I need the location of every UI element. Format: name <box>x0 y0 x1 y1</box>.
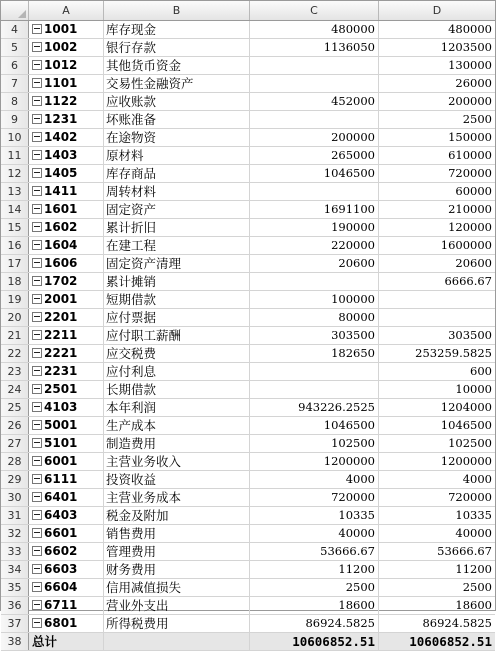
account-code-cell[interactable] <box>29 543 104 560</box>
row-header[interactable]: 32 <box>1 525 29 542</box>
account-name-cell[interactable]: 固定资产清理 <box>104 255 250 272</box>
value-c-cell[interactable]: 10335 <box>250 507 379 524</box>
table-row <box>1 489 495 507</box>
row-header[interactable]: 19 <box>1 291 29 308</box>
collapse-minus-icon[interactable] <box>32 294 42 304</box>
account-name-cell[interactable]: 累计摊销 <box>104 273 250 290</box>
account-code: 1122 <box>44 94 78 108</box>
table-row <box>1 327 495 345</box>
value-d-cell[interactable]: 130000 <box>448 58 492 72</box>
value-d-cell[interactable]: 18600 <box>455 598 492 612</box>
row-header[interactable]: 20 <box>1 309 29 326</box>
collapse-minus-icon[interactable] <box>32 240 42 250</box>
value-d-cell[interactable]: 120000 <box>448 220 492 234</box>
account-code: 2221 <box>44 346 78 360</box>
value-c-cell[interactable] <box>250 363 379 380</box>
value-c-cell[interactable]: 20600 <box>250 255 379 272</box>
table-row <box>1 561 495 579</box>
value-c-cell[interactable]: 1200000 <box>250 453 379 470</box>
column-header-d[interactable]: D <box>432 4 442 17</box>
value-c-cell[interactable]: 4000 <box>250 471 379 488</box>
account-code-cell[interactable] <box>29 273 104 290</box>
account-name-cell[interactable]: 本年利润 <box>104 399 250 416</box>
account-code-cell[interactable] <box>29 147 104 164</box>
account-code-cell[interactable] <box>29 111 104 128</box>
account-code: 2501 <box>44 382 78 396</box>
account-code-cell[interactable] <box>29 255 104 272</box>
account-name-cell[interactable]: 库存商品 <box>104 165 250 182</box>
account-name-cell[interactable]: 长期借款 <box>104 381 250 398</box>
value-d-cell[interactable]: 4000 <box>462 472 492 486</box>
collapse-minus-icon[interactable] <box>32 168 42 178</box>
account-code-cell[interactable] <box>29 183 104 200</box>
account-code-cell[interactable] <box>29 525 104 542</box>
table-row <box>1 543 495 561</box>
value-c-cell[interactable]: 1691100 <box>250 201 379 218</box>
collapse-minus-icon[interactable] <box>32 150 42 160</box>
table-row <box>1 147 495 165</box>
account-name-cell[interactable]: 周转材料 <box>104 183 250 200</box>
account-code-cell[interactable] <box>29 381 104 398</box>
value-d-cell[interactable]: 720000 <box>448 490 492 504</box>
account-code-cell[interactable] <box>29 309 104 326</box>
value-c-cell[interactable] <box>250 75 379 92</box>
row-header[interactable]: 16 <box>1 237 29 254</box>
account-code: 1411 <box>44 184 78 198</box>
value-d-cell[interactable]: 53666.67 <box>437 544 492 558</box>
account-code-cell[interactable] <box>29 399 104 416</box>
row-header[interactable]: 33 <box>1 543 29 560</box>
collapse-minus-icon[interactable] <box>32 456 42 466</box>
account-code: 1702 <box>44 274 78 288</box>
account-code: 5101 <box>44 436 78 450</box>
row-header[interactable]: 15 <box>1 219 29 236</box>
value-c-cell[interactable]: 102500 <box>250 435 379 452</box>
account-code-cell[interactable] <box>29 201 104 218</box>
value-d-cell[interactable]: 10000 <box>455 382 492 396</box>
account-name-cell[interactable]: 累计折旧 <box>104 219 250 236</box>
value-d-cell[interactable]: 150000 <box>448 130 492 144</box>
column-header-b[interactable]: B <box>104 1 250 20</box>
account-code: 1101 <box>44 76 78 90</box>
account-code: 6001 <box>44 454 78 468</box>
value-c-cell[interactable] <box>250 183 379 200</box>
row-header[interactable]: 23 <box>1 363 29 380</box>
pivot-table-body <box>1 21 495 651</box>
account-name-cell[interactable]: 生产成本 <box>104 417 250 434</box>
account-name-cell[interactable]: 主营业务收入 <box>104 453 250 470</box>
collapse-minus-icon[interactable] <box>32 114 42 124</box>
account-name-cell[interactable]: 应付职工薪酬 <box>104 327 250 344</box>
account-code-cell[interactable] <box>29 327 104 344</box>
collapse-minus-icon[interactable] <box>32 384 42 394</box>
account-code-cell[interactable] <box>29 471 104 488</box>
value-c-cell[interactable]: 182650 <box>250 345 379 362</box>
collapse-minus-icon[interactable] <box>32 78 42 88</box>
table-row <box>1 525 495 543</box>
value-c-cell[interactable]: 1046500 <box>250 417 379 434</box>
collapse-minus-icon[interactable] <box>32 312 42 322</box>
collapse-minus-icon[interactable] <box>32 510 42 520</box>
account-code: 6603 <box>44 562 78 576</box>
table-row <box>1 417 495 435</box>
table-row <box>1 111 495 129</box>
value-c-cell[interactable]: 86924.5825 <box>250 615 379 632</box>
collapse-minus-icon[interactable] <box>32 618 42 628</box>
value-c-cell[interactable] <box>250 273 379 290</box>
select-all-corner-icon[interactable] <box>1 1 29 20</box>
row-header[interactable]: 29 <box>1 471 29 488</box>
account-code: 6602 <box>44 544 78 558</box>
account-code: 6401 <box>44 490 78 504</box>
grand-total-label[interactable]: 总计 <box>29 633 104 650</box>
row-header[interactable]: 14 <box>1 201 29 218</box>
collapse-minus-icon[interactable] <box>32 330 42 340</box>
account-code: 1604 <box>44 238 78 252</box>
account-name-cell[interactable]: 主营业务成本 <box>104 489 250 506</box>
row-header[interactable]: 36 <box>1 597 29 614</box>
value-d-cell[interactable]: 102500 <box>448 436 492 450</box>
grand-total-c[interactable]: 10606852.51 <box>250 633 379 650</box>
value-d-cell[interactable]: 20600 <box>455 256 492 270</box>
collapse-minus-icon[interactable] <box>32 24 42 34</box>
row-header[interactable]: 31 <box>1 507 29 524</box>
collapse-minus-icon[interactable] <box>32 600 42 610</box>
account-name-cell[interactable]: 营业外支出 <box>104 597 250 614</box>
account-name-cell[interactable]: 销售费用 <box>104 525 250 542</box>
table-row <box>1 219 495 237</box>
account-code-cell[interactable] <box>29 489 104 506</box>
account-code: 1601 <box>44 202 78 216</box>
account-name-cell[interactable]: 所得税费用 <box>104 615 250 632</box>
value-c-cell[interactable]: 1136050 <box>250 39 379 56</box>
value-d-cell[interactable]: 1046500 <box>440 418 492 432</box>
value-d-cell[interactable]: 720000 <box>448 166 492 180</box>
account-code-cell[interactable] <box>29 597 104 614</box>
table-row <box>1 579 495 597</box>
value-c-cell[interactable]: 200000 <box>250 129 379 146</box>
account-code: 6111 <box>44 472 78 486</box>
collapse-minus-icon[interactable] <box>32 60 42 70</box>
account-code: 6801 <box>44 616 78 630</box>
account-code-cell[interactable] <box>29 21 104 38</box>
row-header[interactable]: 35 <box>1 579 29 596</box>
value-d-cell[interactable]: 1600000 <box>440 238 492 252</box>
account-name-cell[interactable]: 在途物资 <box>104 129 250 146</box>
account-code-cell[interactable] <box>29 417 104 434</box>
collapse-minus-icon[interactable] <box>32 132 42 142</box>
collapse-minus-icon[interactable] <box>32 492 42 502</box>
table-row <box>1 507 495 525</box>
value-c-cell[interactable] <box>250 111 379 128</box>
row-header[interactable]: 11 <box>1 147 29 164</box>
account-name-cell[interactable]: 制造费用 <box>104 435 250 452</box>
account-code-cell[interactable] <box>29 507 104 524</box>
row-header[interactable]: 38 <box>1 633 29 650</box>
row-header[interactable]: 9 <box>1 111 29 128</box>
row-header[interactable]: 18 <box>1 273 29 290</box>
account-name-cell[interactable]: 在建工程 <box>104 237 250 254</box>
row-header[interactable]: 28 <box>1 453 29 470</box>
value-d-cell[interactable]: 200000 <box>448 94 492 108</box>
value-c-cell[interactable]: 80000 <box>250 309 379 326</box>
table-row <box>1 237 495 255</box>
row-header[interactable]: 6 <box>1 57 29 74</box>
account-code-cell[interactable] <box>29 435 104 452</box>
account-code-cell[interactable] <box>29 237 104 254</box>
account-code-cell[interactable] <box>29 453 104 470</box>
account-code-cell[interactable] <box>29 345 104 362</box>
account-name-cell[interactable]: 银行存款 <box>104 39 250 56</box>
value-c-cell[interactable]: 18600 <box>250 597 379 614</box>
table-row <box>1 399 495 417</box>
table-row <box>1 201 495 219</box>
table-row <box>1 75 495 93</box>
row-header[interactable]: 21 <box>1 327 29 344</box>
row-header[interactable]: 25 <box>1 399 29 416</box>
table-row <box>1 471 495 489</box>
account-code-cell[interactable] <box>29 291 104 308</box>
value-d-cell[interactable]: 600 <box>470 364 492 378</box>
account-code-cell[interactable] <box>29 93 104 110</box>
account-code-cell[interactable] <box>29 615 104 632</box>
value-d-cell[interactable]: 303500 <box>448 328 492 342</box>
value-c-cell[interactable]: 1046500 <box>250 165 379 182</box>
value-c-cell[interactable]: 2500 <box>250 579 379 596</box>
account-code-cell[interactable] <box>29 579 104 596</box>
collapse-minus-icon[interactable] <box>32 222 42 232</box>
column-header-bar <box>1 1 495 21</box>
account-name-cell[interactable]: 应收账款 <box>104 93 250 110</box>
value-d-cell[interactable]: 210000 <box>448 202 492 216</box>
table-row <box>1 273 495 291</box>
row-header[interactable]: 26 <box>1 417 29 434</box>
collapse-minus-icon[interactable] <box>32 186 42 196</box>
table-row <box>1 363 495 381</box>
account-name-cell[interactable]: 交易性金融资产 <box>104 75 250 92</box>
value-c-cell[interactable]: 265000 <box>250 147 379 164</box>
account-code-cell[interactable] <box>29 165 104 182</box>
account-name-cell[interactable]: 税金及附加 <box>104 507 250 524</box>
collapse-minus-icon[interactable] <box>32 582 42 592</box>
row-header[interactable]: 27 <box>1 435 29 452</box>
account-code: 1606 <box>44 256 78 270</box>
grand-total-name-cell[interactable] <box>104 633 250 650</box>
value-d-cell[interactable]: 610000 <box>448 148 492 162</box>
account-name-cell[interactable]: 投资收益 <box>104 471 250 488</box>
collapse-minus-icon[interactable] <box>32 348 42 358</box>
row-header[interactable]: 5 <box>1 39 29 56</box>
account-code-cell[interactable] <box>29 129 104 146</box>
grand-total-row <box>1 633 495 651</box>
account-code-cell[interactable] <box>29 561 104 578</box>
value-c-cell[interactable]: 303500 <box>250 327 379 344</box>
value-c-cell[interactable]: 943226.2525 <box>250 399 379 416</box>
table-row <box>1 57 495 75</box>
row-header[interactable]: 30 <box>1 489 29 506</box>
value-d-cell[interactable]: 1204000 <box>440 400 492 414</box>
table-row <box>1 39 495 57</box>
collapse-minus-icon[interactable] <box>32 528 42 538</box>
value-d-cell[interactable]: 11200 <box>455 562 492 576</box>
account-code: 6711 <box>44 598 78 612</box>
table-row <box>1 435 495 453</box>
account-code-cell[interactable] <box>29 363 104 380</box>
account-name-cell[interactable]: 其他货币资金 <box>104 57 250 74</box>
account-code: 1001 <box>44 22 78 36</box>
table-row <box>1 597 495 615</box>
account-code: 2211 <box>44 328 78 342</box>
account-name-cell[interactable]: 短期借款 <box>104 291 250 308</box>
value-c-cell[interactable]: 100000 <box>250 291 379 308</box>
table-row <box>1 309 495 327</box>
value-d-cell[interactable]: 2500 <box>462 112 492 126</box>
collapse-minus-icon[interactable] <box>32 42 42 52</box>
value-d-cell[interactable] <box>379 309 495 326</box>
collapse-minus-icon[interactable] <box>32 276 42 286</box>
value-c-cell[interactable] <box>250 381 379 398</box>
row-header[interactable]: 4 <box>1 21 29 38</box>
value-c-cell[interactable]: 190000 <box>250 219 379 236</box>
account-code: 1402 <box>44 130 78 144</box>
value-d-cell[interactable]: 10335 <box>455 508 492 522</box>
value-d-cell[interactable]: 86924.5825 <box>422 616 492 630</box>
table-row <box>1 381 495 399</box>
table-row <box>1 255 495 273</box>
account-name-cell[interactable]: 原材料 <box>104 147 250 164</box>
value-c-cell[interactable] <box>250 57 379 74</box>
account-code: 2201 <box>44 310 78 324</box>
table-row <box>1 453 495 471</box>
collapse-minus-icon[interactable] <box>32 474 42 484</box>
value-c-cell[interactable]: 53666.67 <box>250 543 379 560</box>
account-code: 6403 <box>44 508 78 522</box>
account-code-cell[interactable] <box>29 219 104 236</box>
account-name-cell[interactable]: 库存现金 <box>104 21 250 38</box>
value-c-cell[interactable]: 40000 <box>250 525 379 542</box>
value-c-cell[interactable]: 11200 <box>250 561 379 578</box>
value-c-cell[interactable]: 452000 <box>250 93 379 110</box>
row-header[interactable]: 24 <box>1 381 29 398</box>
value-d-cell[interactable]: 40000 <box>455 526 492 540</box>
account-name-cell[interactable]: 财务费用 <box>104 561 250 578</box>
grand-total-d[interactable]: 10606852.51 <box>379 633 495 650</box>
value-c-cell[interactable]: 720000 <box>250 489 379 506</box>
row-header[interactable]: 8 <box>1 93 29 110</box>
account-code: 6601 <box>44 526 78 540</box>
account-code-cell[interactable] <box>29 57 104 74</box>
table-row <box>1 129 495 147</box>
value-d-cell[interactable]: 26000 <box>455 76 492 90</box>
table-row <box>1 165 495 183</box>
account-code: 5001 <box>44 418 78 432</box>
value-d-cell[interactable]: 6666.67 <box>444 274 492 288</box>
row-header[interactable]: 12 <box>1 165 29 182</box>
account-name-cell[interactable]: 坏账准备 <box>104 111 250 128</box>
collapse-minus-icon[interactable] <box>32 438 42 448</box>
collapse-minus-icon[interactable] <box>32 96 42 106</box>
account-name-cell[interactable]: 管理费用 <box>104 543 250 560</box>
table-row <box>1 615 495 633</box>
row-header[interactable]: 10 <box>1 129 29 146</box>
value-c-cell[interactable]: 480000 <box>250 21 379 38</box>
account-code: 6604 <box>44 580 78 594</box>
account-code: 2001 <box>44 292 78 306</box>
value-d-cell[interactable]: 1203500 <box>440 40 492 54</box>
row-header[interactable]: 7 <box>1 75 29 92</box>
value-d-cell[interactable]: 480000 <box>448 22 492 36</box>
value-d-cell[interactable]: 2500 <box>462 580 492 594</box>
table-row <box>1 291 495 309</box>
account-code: 1602 <box>44 220 78 234</box>
account-code: 1002 <box>44 40 78 54</box>
column-header-a[interactable]: A <box>29 1 104 20</box>
account-name-cell[interactable]: 应付利息 <box>104 363 250 380</box>
value-d-cell[interactable]: 60000 <box>455 184 492 198</box>
value-d-cell[interactable]: 253259.5825 <box>415 346 492 360</box>
account-code: 1405 <box>44 166 78 180</box>
collapse-minus-icon[interactable] <box>32 546 42 556</box>
row-header[interactable]: 34 <box>1 561 29 578</box>
account-code: 1403 <box>44 148 78 162</box>
account-name-cell[interactable]: 应付票据 <box>104 309 250 326</box>
row-header[interactable]: 17 <box>1 255 29 272</box>
row-header[interactable]: 13 <box>1 183 29 200</box>
collapse-minus-icon[interactable] <box>32 402 42 412</box>
account-code: 2231 <box>44 364 78 378</box>
collapse-minus-icon[interactable] <box>32 366 42 376</box>
account-code: 4103 <box>44 400 78 414</box>
account-code-cell[interactable] <box>29 39 104 56</box>
account-code: 1012 <box>44 58 78 72</box>
collapse-minus-icon[interactable] <box>32 258 42 268</box>
value-d-cell[interactable] <box>379 291 495 308</box>
collapse-minus-icon[interactable] <box>32 420 42 430</box>
table-row <box>1 93 495 111</box>
row-header[interactable]: 22 <box>1 345 29 362</box>
account-code-cell[interactable] <box>29 75 104 92</box>
collapse-minus-icon[interactable] <box>32 204 42 214</box>
table-row <box>1 21 495 39</box>
value-d-cell[interactable]: 1200000 <box>440 454 492 468</box>
column-header-c[interactable]: C <box>250 1 379 20</box>
table-row <box>1 183 495 201</box>
account-code: 1231 <box>44 112 78 126</box>
account-name-cell[interactable]: 应交税费 <box>104 345 250 362</box>
table-row <box>1 345 495 363</box>
row-header[interactable]: 37 <box>1 615 29 632</box>
collapse-minus-icon[interactable] <box>32 564 42 574</box>
account-name-cell[interactable]: 信用减值损失 <box>104 579 250 596</box>
account-name-cell[interactable]: 固定资产 <box>104 201 250 218</box>
value-c-cell[interactable]: 220000 <box>250 237 379 254</box>
